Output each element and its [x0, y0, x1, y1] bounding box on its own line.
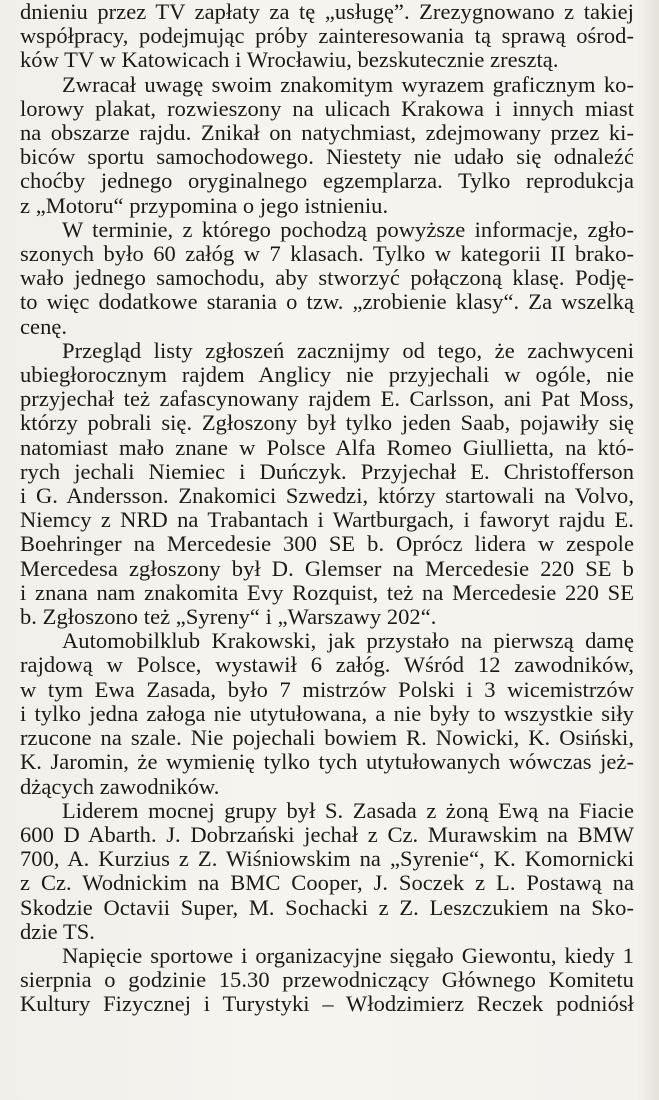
text-line: którzy pobrali się. Zgłoszony był tylko jeden Saab, pojawiły się [20, 410, 634, 436]
text-line: przyjechał też zafascynowany rajdem E. Carlsson, ani Pat Moss, [20, 386, 634, 412]
text-line: Boehringer na Mercedesie 300 SE b. Oprócz lidera w zespole [20, 531, 634, 557]
paragraph-6 [20, 799, 634, 944]
text-line: Automobilklub Krakowski, jak przystało na pierwszą damę [62, 628, 634, 654]
text-line: w tym Ewa Zasada, było 7 mistrzów Polski i 3 wicemistrzów [20, 676, 634, 702]
text-line: Napięcie sportowe i organizacyjne sięgało Giewontu, kiedy 1 [62, 942, 634, 968]
text-line: Mercedesa zgłoszony był D. Glemser na Mercedesie 220 SE b [20, 555, 634, 581]
text-line: na obszarze rajdu. Znikał on natychmiast, zdejmowany przez ki- [20, 120, 634, 146]
text-line: Liderem mocnej grupy był S. Zasada z żoną Ewą na Fiacie [62, 797, 634, 823]
text-line: lorowy plakat, rozwieszony na ulicach Krakowa i innych miast [20, 95, 634, 121]
text-line: rzucone na szale. Nie pojechali bowiem R. Nowicki, K. Osiński, [20, 725, 634, 751]
text-line: Zwracał uwagę swoim znakomitym wyrazem graficznym ko- [62, 71, 634, 97]
text-line: ków TV w Katowicach i Wrocławiu, bezskutecznie zresztą. [20, 47, 559, 73]
paragraph-5 [20, 629, 634, 798]
text-line: dnieniu przez TV zapłaty za tę „usługę”. Zrezygnowano z takiej [20, 0, 634, 24]
text-line: sierpnia o godzinie 15.30 przewodniczący Głównego Komitetu [20, 967, 634, 993]
paragraph-3 [20, 218, 634, 339]
text-line: 600 D Abarth. J. Dobrzański jechał z Cz. Murawskim na BMW [20, 821, 634, 847]
text-line: Kultury Fizycznej i Turystyki – Włodzimierz Reczek podniósł [20, 991, 634, 1017]
text-line: choćby jednego oryginalnego egzemplarza. Tylko reprodukcja [20, 168, 634, 194]
text-line: wało jednego samochodu, aby stworzyć połączoną klasę. Podję- [20, 265, 634, 291]
text-line: ubiegłorocznym rajdem Anglicy nie przyjechali w ogóle, nie [20, 362, 634, 388]
text-line: to więc dodatkowe starania o tzw. „zrobienie klasy“. Za wszelką [20, 289, 634, 315]
text-line: z Cz. Wodnickim na BMC Cooper, J. Soczek z L. Postawą na [20, 870, 634, 896]
text-line: 700, A. Kurzius z Z. Wiśniowskim na „Syrenie“, K. Komornicki [20, 846, 634, 872]
paragraph-2 [20, 73, 634, 218]
text-line: W terminie, z którego pochodzą powyższe informacje, zgło- [62, 216, 634, 242]
text-line: rajdową w Polsce, wystawił 6 załóg. Wśród 12 zawodników, [20, 652, 634, 678]
text-line: współpracy, podejmując próby zainteresowania tą sprawą ośrod- [20, 23, 634, 49]
body-text [20, 0, 634, 1017]
text-line: rych jechali Niemiec i Duńczyk. Przyjechał E. Christofferson [20, 458, 634, 484]
text-line: Skodzie Octavii Super, M. Sochacki z Z. Leszczukiem na Sko- [20, 894, 634, 920]
paragraph-4 [20, 339, 634, 629]
paragraph-1 [20, 0, 634, 73]
text-line: i znana nam znakomita Evy Rozquist, też na Mercedesie 220 SE [20, 579, 634, 605]
text-line: szonych było 60 załóg w 7 klasach. Tylko w kategorii II brako- [20, 241, 634, 267]
text-line: natomiast mało znane w Polsce Alfa Romeo Giullietta, na któ- [20, 434, 634, 460]
paragraph-7 [20, 944, 634, 1017]
text-line: i tylko jedna załoga nie utytułowana, a nie były to wszystkie siły [20, 700, 634, 726]
text-line: dżących zawodników. [20, 773, 220, 799]
text-line: K. Jaromin, że wymienię tylko tych utytułowanych wówczas jeż- [20, 749, 634, 775]
text-line: z „Motoru“ przypomina o jego istnieniu. [20, 192, 389, 218]
text-line: cenę. [20, 313, 68, 339]
text-line: b. Zgłoszono też „Syreny“ i „Warszawy 202“. [20, 604, 437, 630]
text-line: biców sportu samochodowego. Niestety nie udało się odnaleźć [20, 144, 634, 170]
text-line: Przegląd listy zgłoszeń zacznijmy od tego, że zachwyceni [62, 337, 634, 363]
text-line: Niemcy z NRD na Trabantach i Wartburgach, i faworyt rajdu E. [20, 507, 634, 533]
text-line: dzie TS. [20, 918, 95, 944]
page-edge-shadow [637, 0, 659, 1100]
text-line: i G. Andersson. Znakomici Szwedzi, którzy startowali na Volvo, [20, 483, 634, 509]
